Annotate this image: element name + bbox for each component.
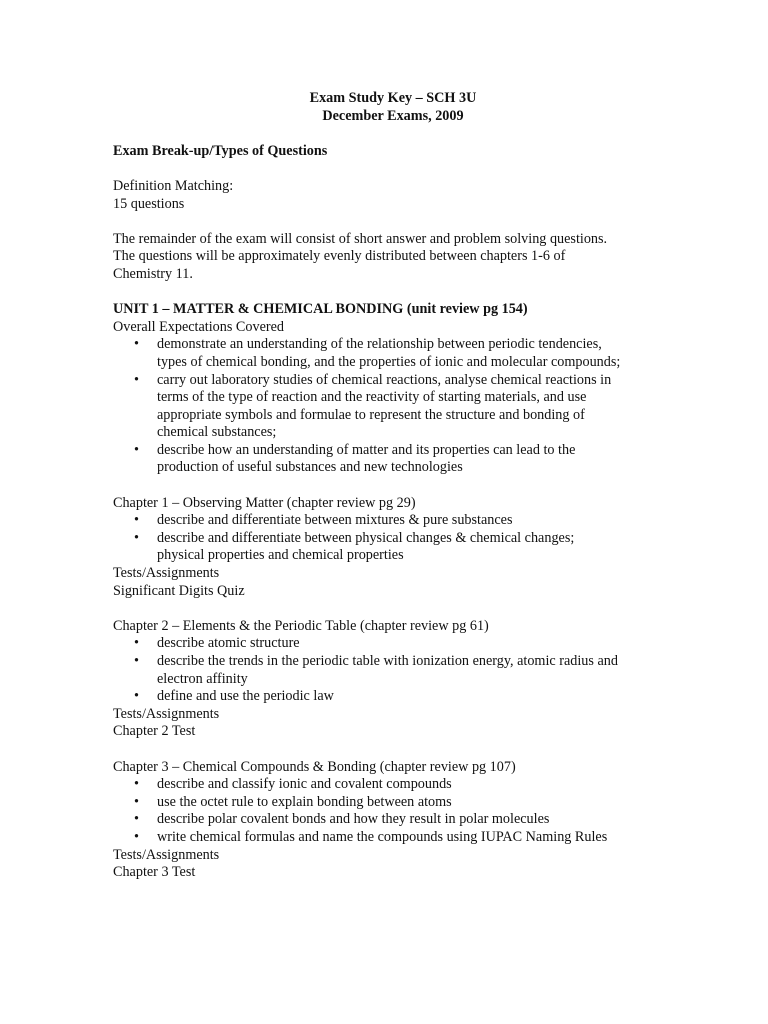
list-item [113,442,673,477]
list-item [113,653,673,688]
chapter2-tests-label: Tests/Assignments [113,705,220,722]
expectations-label: Overall Expectations Covered [113,318,284,335]
remainder-text-2: The questions will be approximately evenly distributed between chapters 1-6 of [113,248,566,265]
document-title: Exam Study Key – SCH 3U [309,90,477,106]
list-item [113,635,673,653]
document-subtitle: December Exams, 2009 [322,107,464,124]
chapter3-test-item: Chapter 3 Test [113,864,196,881]
list-item-line: • describe and differentiate between physical changes & chemical changes; [157,529,575,546]
chapter2-heading: Chapter 2 – Elements & the Periodic Table (chapter review pg 61) [113,617,489,634]
list-item-line: physical properties and chemical properties [157,547,404,564]
list-item [113,829,673,847]
list-item-line: • describe and classify ionic and covalent compounds [157,776,452,793]
chapter2-test-item: Chapter 2 Test [113,723,196,740]
remainder-text-3: Chemistry 11. [113,265,193,282]
definition-count: 15 questions [113,195,185,212]
unit1-heading: UNIT 1 – MATTER & CHEMICAL BONDING (unit review pg 154) [113,301,528,318]
list-item [113,688,673,706]
list-item-line: types of chemical bonding, and the properties of ionic and molecular compounds; [157,353,621,370]
list-item-line: production of useful substances and new technologies [157,459,463,476]
chapter3-heading: Chapter 3 – Chemical Compounds & Bonding (chapter review pg 107) [113,758,516,775]
list-item-line: appropriate symbols and formulae to represent the structure and bonding of [157,406,585,423]
list-item-line: terms of the type of reaction and the reactivity of starting materials, and use [157,389,587,406]
remainder-text-1: The remainder of the exam will consist of short answer and problem solving questions. [113,230,608,247]
list-item-line: • write chemical formulas and name the compounds using IUPAC Naming Rules [157,828,608,845]
chapter1-test-item: Significant Digits Quiz [113,582,245,599]
list-item-line: • describe polar covalent bonds and how they result in polar molecules [157,811,550,828]
chapter1-list [113,512,673,565]
list-item-line: • describe how an understanding of matter and its properties can lead to the [157,441,576,458]
list-item-line: • define and use the periodic law [157,688,334,705]
expectations-list [113,336,673,477]
list-item [113,811,673,829]
chapter1-heading: Chapter 1 – Observing Matter (chapter review pg 29) [113,494,416,511]
list-item [113,512,673,530]
chapter3-list [113,776,673,846]
list-item-line: • carry out laboratory studies of chemical reactions, analyse chemical reactions in [157,371,612,388]
list-item [113,794,673,812]
list-item-line: • describe and differentiate between mixtures & pure substances [157,512,513,529]
definition-label: Definition Matching: [113,177,234,194]
breakup-heading: Exam Break-up/Types of Questions [113,142,328,159]
chapter2-list [113,635,673,705]
list-item-line: • demonstrate an understanding of the relationship between periodic tendencies, [157,336,602,353]
chapter1-tests-label: Tests/Assignments [113,565,220,582]
list-item [113,372,673,442]
list-item [113,336,673,371]
list-item [113,530,673,565]
list-item-line: • use the octet rule to explain bonding between atoms [157,793,452,810]
list-item-line: electron affinity [157,670,248,687]
chapter3-tests-label: Tests/Assignments [113,846,220,863]
list-item-line: • describe atomic structure [157,635,300,652]
list-item-line: chemical substances; [157,424,277,441]
list-item-line: • describe the trends in the periodic table with ionization energy, atomic radius and [157,653,618,669]
list-item [113,776,673,794]
document-page [113,90,673,882]
